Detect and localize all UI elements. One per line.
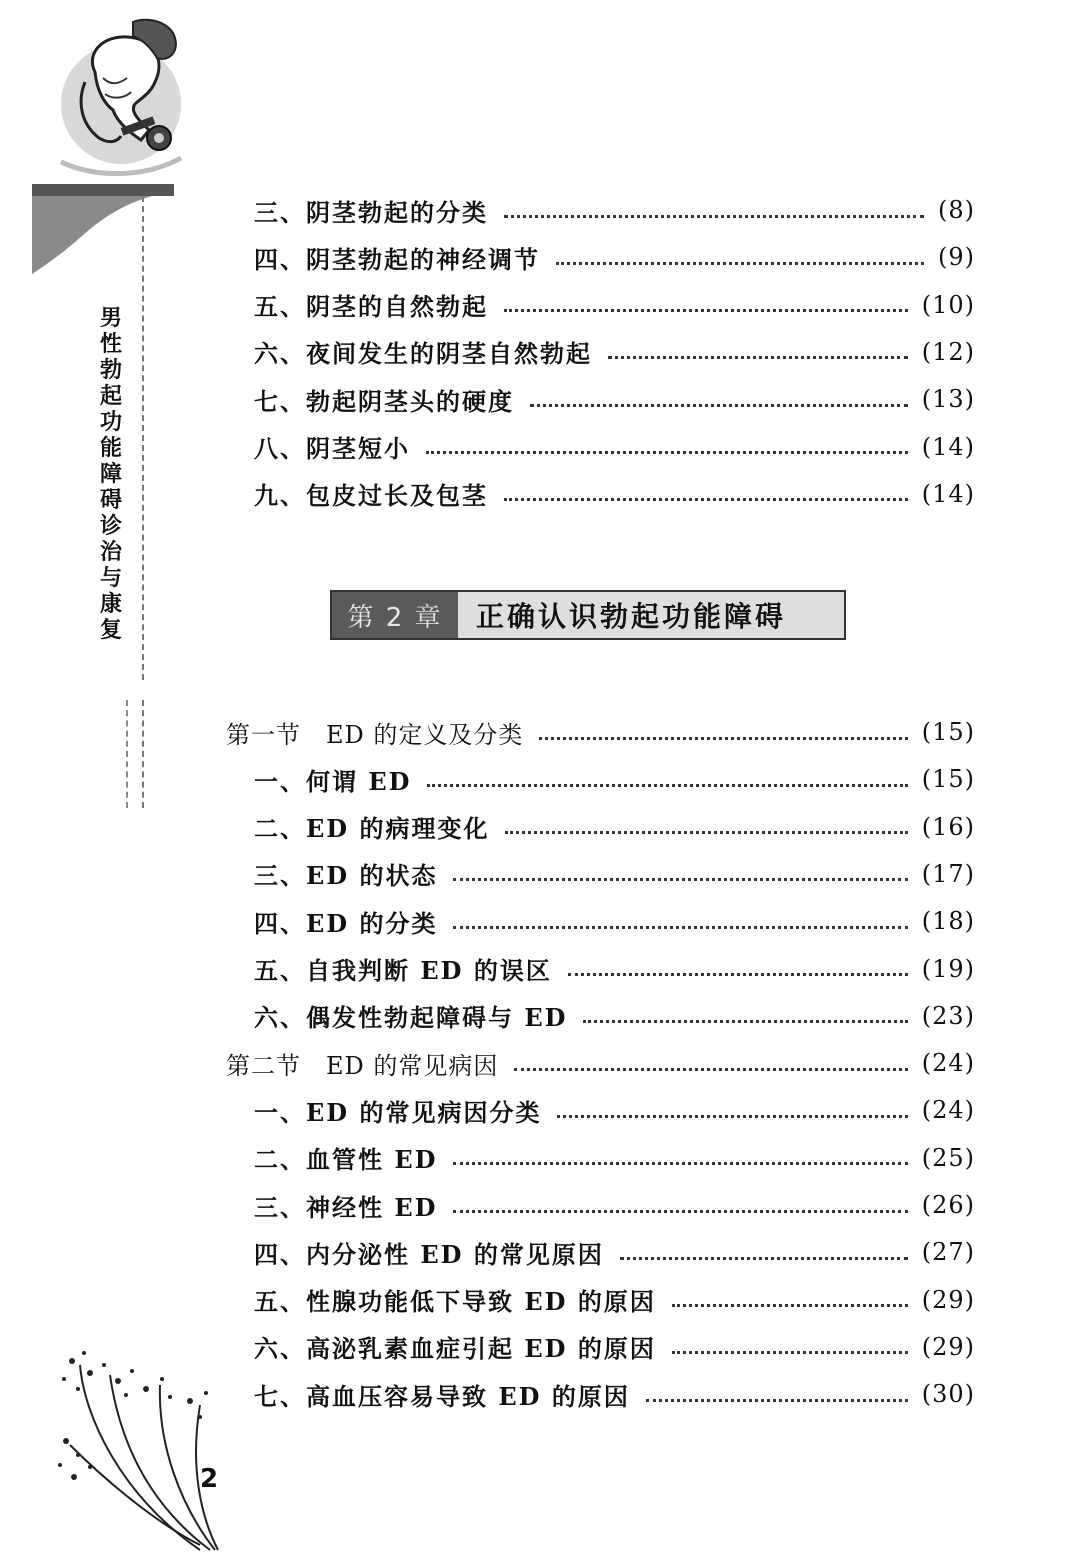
sidebar-divider-lower (142, 700, 144, 808)
toc-section-row (226, 1041, 975, 1085)
toc-entry-row (254, 425, 975, 469)
toc-entry-title: 五、性腺功能低下导致 ED 的原因 (254, 1287, 656, 1317)
toc-entry-title: 四、ED 的分类 (254, 908, 438, 938)
toc-entry-page: (29) (921, 1332, 975, 1361)
toc-leader-dots (514, 1068, 907, 1071)
toc-entry-page: (8) (938, 196, 975, 224)
corner-swoosh (32, 196, 152, 276)
toc-entry-title: 八、阴茎短小 (254, 434, 410, 463)
chapter-number: 第 2 章 (332, 592, 458, 638)
toc-leader-dots (504, 309, 908, 312)
toc-entry-title: 第一节 ED 的定义及分类 (226, 720, 524, 749)
sidebar-divider-lower-left (126, 700, 128, 808)
toc-entry-page: (23) (921, 1001, 975, 1030)
toc-entry-page: (14) (921, 479, 975, 508)
toc-entry-title: 三、神经性 ED (254, 1192, 438, 1222)
toc-entry-row (254, 472, 975, 516)
toc-leader-dots (453, 1210, 907, 1213)
toc-entry-row (254, 377, 975, 421)
toc-entry-row (254, 947, 975, 991)
page-number: 2 (200, 1464, 219, 1494)
logo-illustration (55, 12, 185, 182)
book-side-title: 男 性 勃 起 功 能 障 碍 诊 治 与 康 复 (99, 306, 122, 643)
header-bar (32, 184, 174, 196)
toc-entry-page: (18) (921, 907, 975, 936)
toc-entry-title: 四、阴茎勃起的神经调节 (254, 244, 540, 274)
toc-leader-dots (530, 404, 908, 407)
toc-leader-dots (504, 215, 924, 218)
toc-entry-page: (26) (921, 1191, 975, 1219)
toc-entry-title: 三、阴茎勃起的分类 (254, 197, 488, 227)
toc-entry-row (254, 330, 975, 374)
toc-leader-dots (539, 737, 907, 740)
toc-entry-row (254, 1278, 975, 1322)
toc-entry-row (254, 805, 975, 849)
toc-leader-dots (568, 973, 908, 976)
chapter-heading (330, 590, 846, 640)
toc-leader-dots (453, 878, 907, 881)
toc-entry-row (254, 1230, 975, 1274)
toc-entry-page: (29) (921, 1285, 975, 1314)
toc-entry-title: 一、何谓 ED (254, 766, 412, 796)
toc-entry-page: (16) (921, 812, 975, 841)
toc-entry-row (254, 1088, 975, 1132)
toc-entry-title: 九、包皮过长及包茎 (254, 481, 488, 511)
toc-entry-row (254, 852, 975, 896)
toc-entry-row (254, 188, 975, 232)
toc-leader-dots (556, 262, 924, 265)
toc-section-row (226, 710, 975, 754)
toc-entry-title: 四、内分泌性 ED 的常见原因 (254, 1239, 604, 1269)
toc-entry-row (254, 994, 975, 1038)
toc-entry-row (254, 899, 975, 943)
sidebar-divider (142, 196, 144, 680)
toc-entry-page: (15) (921, 765, 975, 794)
toc-entry-row (254, 1372, 975, 1416)
toc-leader-dots (583, 1020, 907, 1023)
toc-leader-dots (453, 926, 907, 929)
toc-leader-dots (646, 1399, 908, 1402)
toc-entry-page: (14) (921, 432, 975, 461)
toc-leader-dots (672, 1351, 908, 1354)
toc-leader-dots (427, 784, 907, 787)
chapter-title: 正确认识勃起功能障碍 (476, 600, 787, 633)
toc-entry-title: 第二节 ED 的常见病因 (226, 1051, 499, 1080)
toc-entry-row (254, 283, 975, 327)
toc-leader-dots (505, 831, 907, 834)
toc-entry-title: 七、高血压容易导致 ED 的原因 (254, 1381, 630, 1411)
toc-entry-page: (27) (921, 1238, 975, 1267)
toc-leader-dots (504, 498, 908, 501)
toc-entry-page: (13) (921, 385, 975, 414)
toc-entry-title: 二、血管性 ED (254, 1145, 438, 1175)
toc-leader-dots (608, 356, 908, 359)
toc-entry-title: 六、偶发性勃起障碍与 ED (254, 1003, 568, 1033)
toc-leader-dots (672, 1304, 908, 1307)
toc-entry-title: 七、勃起阴茎头的硬度 (254, 386, 514, 416)
toc-leader-dots (426, 451, 908, 454)
toc-entry-title: 二、ED 的病理变化 (254, 814, 490, 844)
toc-entry-title: 三、ED 的状态 (254, 861, 438, 891)
toc-entry-title: 六、高泌乳素血症引起 ED 的原因 (254, 1334, 656, 1364)
toc-entry-page: (24) (921, 1096, 975, 1125)
toc-leader-dots (620, 1257, 908, 1260)
toc-entry-page: (19) (921, 954, 975, 983)
toc-entry-title: 五、阴茎的自然勃起 (254, 292, 488, 322)
toc-entry-page: (15) (921, 718, 975, 746)
toc-entry-page: (17) (921, 859, 975, 888)
toc-entry-row (254, 1136, 975, 1180)
toc-leader-dots (557, 1115, 907, 1118)
toc-entry-title: 五、自我判断 ED 的误区 (254, 956, 552, 985)
toc-entry-page: (30) (921, 1380, 975, 1409)
toc-entry-title: 六、夜间发生的阴茎自然勃起 (254, 339, 592, 369)
toc-entry-page: (10) (921, 290, 975, 319)
toc-entry-row (254, 235, 975, 279)
toc-entry-row (254, 757, 975, 801)
toc-entry-page: (9) (938, 243, 975, 272)
toc-entry-page: (24) (921, 1049, 975, 1078)
toc-leader-dots (453, 1162, 907, 1165)
toc-entry-row (254, 1325, 975, 1369)
decorative-spray (50, 1345, 240, 1560)
toc-entry-page: (12) (921, 337, 975, 366)
toc-entry-page: (25) (921, 1143, 975, 1172)
toc-entry-row (254, 1183, 975, 1227)
toc-entry-title: 一、ED 的常见病因分类 (254, 1097, 542, 1127)
